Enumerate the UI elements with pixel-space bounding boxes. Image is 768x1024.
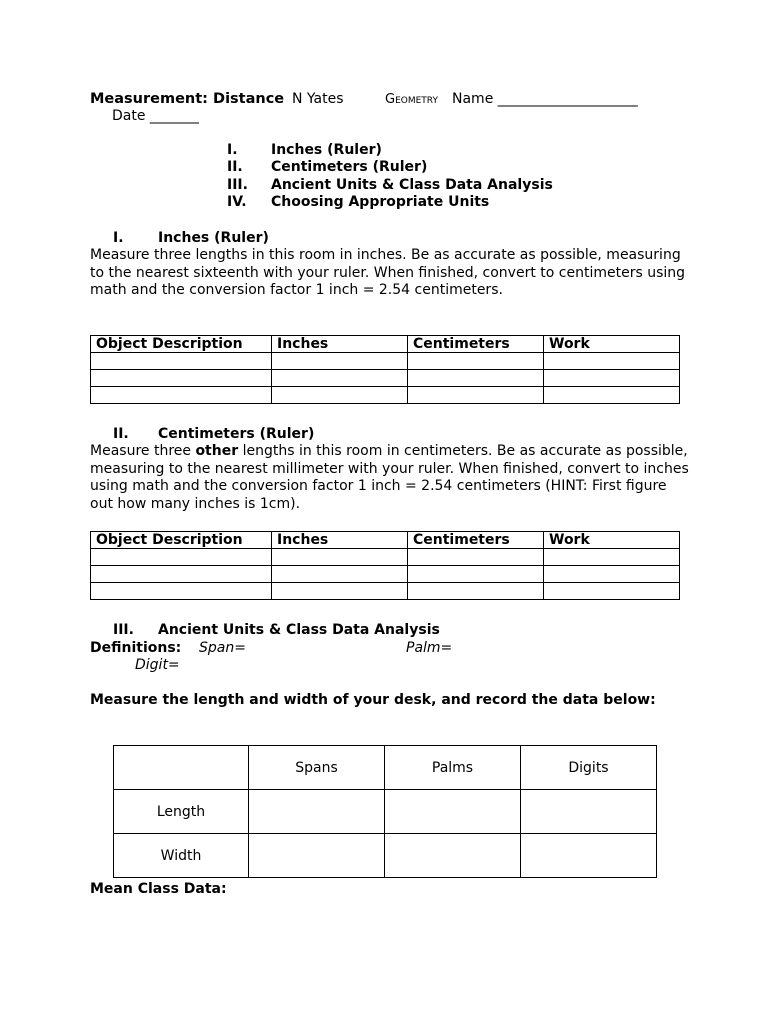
column-header: Inches: [272, 336, 408, 353]
section2-instructions: [90, 443, 690, 513]
column-header: Object Description: [91, 532, 272, 549]
blank-cell[interactable]: [408, 387, 544, 404]
mean-class-data-label: Mean Class Data:: [90, 881, 227, 897]
corner-cell: [114, 746, 249, 790]
table-row: [91, 566, 680, 583]
column-header: Digits: [521, 746, 657, 790]
teacher-name: N Yates: [292, 91, 344, 107]
section2-text-bold: other: [195, 443, 239, 459]
column-header: Spans: [249, 746, 385, 790]
blank-cell[interactable]: [91, 370, 272, 387]
table-row: [91, 583, 680, 600]
blank-cell[interactable]: [521, 790, 657, 834]
blank-cell[interactable]: [408, 583, 544, 600]
subject-label: Geometry: [385, 92, 438, 107]
row-header: Length: [114, 790, 249, 834]
date-field-label: Date _______: [112, 108, 199, 124]
blank-cell[interactable]: [272, 549, 408, 566]
blank-cell[interactable]: [272, 370, 408, 387]
table-row: [91, 387, 680, 404]
blank-cell[interactable]: [521, 834, 657, 878]
blank-cell[interactable]: [91, 566, 272, 583]
column-header: Work: [544, 532, 680, 549]
outline-item: [227, 177, 553, 194]
desk-instructions: Measure the length and width of your desk, and record the data below:: [90, 692, 656, 708]
table-row: [91, 353, 680, 370]
blank-cell[interactable]: [408, 370, 544, 387]
section2-heading: Centimeters (Ruler): [158, 426, 315, 442]
definitions-label: Definitions:: [90, 640, 182, 656]
table-row: [91, 549, 680, 566]
outline-num: IV.: [227, 194, 247, 210]
column-header: Palms: [385, 746, 521, 790]
digit-definition-label: Digit=: [135, 657, 180, 673]
blank-cell[interactable]: [385, 790, 521, 834]
blank-cell[interactable]: [544, 583, 680, 600]
blank-cell[interactable]: [249, 790, 385, 834]
outline-label: Inches (Ruler): [271, 142, 382, 158]
blank-cell[interactable]: [272, 387, 408, 404]
blank-cell[interactable]: [91, 549, 272, 566]
blank-cell[interactable]: [91, 353, 272, 370]
inches-table: [90, 335, 680, 404]
section1-instructions: Measure three lengths in this room in inches. Be as accurate as possible, measuring to the nearest sixteenth with your ruler. When finished, convert to centimeters using math and the conversion factor 1 inch = 2.54 centimeters.: [90, 247, 686, 298]
outline-item: [227, 194, 489, 211]
outline-label: Ancient Units & Class Data Analysis: [271, 177, 553, 193]
column-header: Object Description: [91, 336, 272, 353]
centimeters-table: [90, 531, 680, 600]
blank-cell[interactable]: [408, 353, 544, 370]
section3-heading: Ancient Units & Class Data Analysis: [158, 622, 440, 638]
table-row: [114, 790, 657, 834]
blank-cell[interactable]: [272, 353, 408, 370]
blank-cell[interactable]: [544, 353, 680, 370]
blank-cell[interactable]: [272, 566, 408, 583]
outline-num: I.: [227, 142, 238, 158]
blank-cell[interactable]: [249, 834, 385, 878]
column-header: Centimeters: [408, 532, 544, 549]
column-header: Centimeters: [408, 336, 544, 353]
palm-definition-label: Palm=: [406, 640, 453, 656]
section2-text-before: Measure three: [90, 443, 196, 459]
blank-cell[interactable]: [91, 583, 272, 600]
span-definition-label: Span=: [199, 640, 246, 656]
outline-num: III.: [227, 177, 248, 193]
blank-cell[interactable]: [544, 566, 680, 583]
worksheet-title: Measurement: Distance: [90, 91, 285, 107]
outline-item: [227, 142, 382, 159]
blank-cell[interactable]: [91, 387, 272, 404]
outline-label: Centimeters (Ruler): [271, 159, 428, 175]
row-header: Width: [114, 834, 249, 878]
column-header: Work: [544, 336, 680, 353]
table-row: [91, 370, 680, 387]
blank-cell[interactable]: [385, 834, 521, 878]
outline-num: II.: [227, 159, 243, 175]
section2-num: II.: [113, 426, 129, 442]
outline-label: Choosing Appropriate Units: [271, 194, 490, 210]
table-row: [114, 834, 657, 878]
section1-num: I.: [113, 230, 124, 246]
section2-text-after: lengths in this room in centimeters. Be as accurate as possible, measuring to the nearest millimeter with your ruler. When finished, convert to inches using math and the conversion factor 1 inch = 2.54 centimeters (HINT: First figure out how many inches is 1cm).: [90, 443, 689, 512]
section3-num: III.: [113, 622, 134, 638]
blank-cell[interactable]: [272, 583, 408, 600]
blank-cell[interactable]: [408, 566, 544, 583]
desk-measurement-table: [113, 745, 657, 878]
outline-item: [227, 159, 427, 176]
blank-cell[interactable]: [544, 370, 680, 387]
name-field-label: Name ____________________: [452, 91, 638, 107]
blank-cell[interactable]: [544, 549, 680, 566]
section1-heading: Inches (Ruler): [158, 230, 269, 246]
blank-cell[interactable]: [408, 549, 544, 566]
column-header: Inches: [272, 532, 408, 549]
blank-cell[interactable]: [544, 387, 680, 404]
